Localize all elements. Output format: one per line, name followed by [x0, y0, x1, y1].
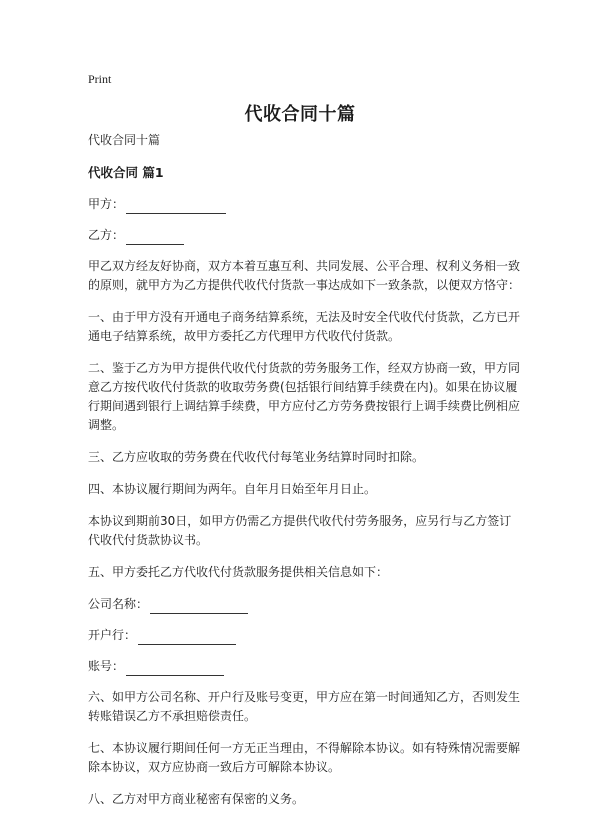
account-label: 账号：: [88, 659, 125, 673]
document-subtitle: 代收合同十篇: [88, 133, 161, 147]
bank-blank: [138, 630, 236, 645]
company-name-field: [88, 595, 520, 614]
party-a-field: [88, 195, 520, 214]
party-b-field: [88, 226, 520, 245]
company-name-label: 公司名称：: [88, 597, 149, 611]
account-blank: [126, 661, 224, 676]
company-name-blank: [150, 599, 248, 614]
document-title: 代收合同十篇: [244, 104, 356, 125]
print-link[interactable]: Print: [88, 72, 112, 86]
paragraph-clause-4: 四、本协议履行期间为两年。自年月日始至年月日止。: [88, 482, 377, 496]
bank-field: [88, 626, 520, 645]
paragraph-clause-7: 七、本协议履行期间任何一方无正当理由，不得解除本协议。如有特殊情况需要解除本协议，双方应协商一致后方可解除本协议。: [88, 741, 521, 774]
paragraph-clause-6: 六、如甲方公司名称、开户行及账号变更，甲方应在第一时间通知乙方，否则发生转账错误乙方不承担赔偿责任。: [88, 690, 521, 723]
paragraph-clause-5: 五、甲方委托乙方代收代付货款服务提供相关信息如下：: [88, 565, 389, 579]
account-field: [88, 657, 520, 676]
paragraph-intro: 甲乙双方经友好协商，双方本着互惠互利、共同发展、公平合理、权利义务相一致的原则，就甲方为乙方提供代收代付货款一事达成如下一致条款，以便双方恪守：: [88, 259, 521, 292]
party-b-blank: [126, 230, 184, 245]
document-body: [88, 131, 520, 822]
party-a-label: 甲方：: [88, 197, 125, 211]
party-b-label: 乙方：: [88, 228, 125, 242]
bank-label: 开户行：: [88, 628, 137, 642]
section-heading: 代收合同 篇1: [88, 165, 164, 180]
paragraph-clause-1: 一、由于甲方没有开通电子商务结算系统，无法及时安全代收代付货款，乙方已开通电子结算系统，故甲方委托乙方代理甲方代收代付货款。: [88, 310, 521, 343]
paragraph-clause-4-note: 本协议到期前30日，如甲方仍需乙方提供代收代付劳务服务，应另行与乙方签订代收代付货款协议书。: [88, 514, 512, 547]
paragraph-clause-3: 三、乙方应收取的劳务费在代收代付每笔业务结算时同时扣除。: [88, 450, 425, 464]
party-a-blank: [126, 199, 226, 214]
paragraph-clause-2: 二、鉴于乙方为甲方提供代收代付货款的劳务服务工作，经双方协商一致，甲方同意乙方按代收代付货款的收取劳务费(包括银行间结算手续费在内)。如果在协议履行期间遇到银行上调结算手续费，甲方应付乙方劳务费按银行上调手续费比例相应调整。: [88, 361, 521, 432]
paragraph-clause-8: 八、乙方对甲方商业秘密有保密的义务。: [88, 792, 305, 806]
